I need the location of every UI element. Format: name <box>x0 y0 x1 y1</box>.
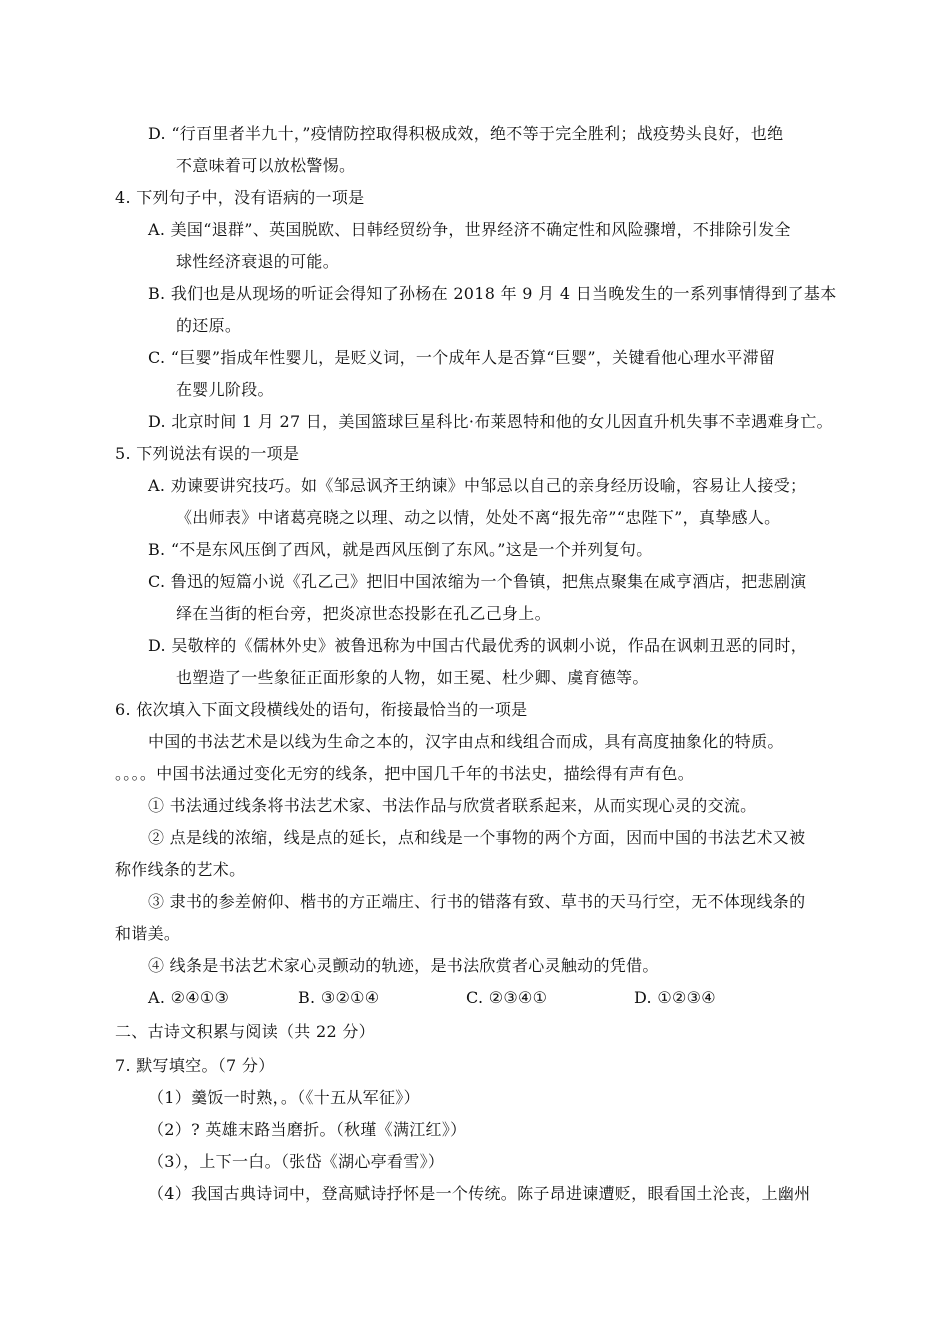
q6-choice-a: A. ②④①③ <box>148 988 230 1007</box>
q6-sentence-1: ① 书法通过线条将书法艺术家、书法作品与欣赏者联系起来，从而实现心灵的交流。 <box>148 796 757 815</box>
q6-stem: 6. 依次填入下面文段横线处的语句，衔接最恰当的一项是 <box>115 700 528 719</box>
q6-passage-line2: 。。。。中国书法通过变化无穷的线条，把中国几千年的书法史，描绘得有声有色。 <box>115 764 695 783</box>
q7-item-3: （3），上下一白。（张岱《湖心亭看雪》） <box>148 1152 445 1171</box>
q6-choices <box>148 988 716 1008</box>
q6-sentence-2-line1: ② 点是线的浓缩，线是点的延长，点和线是一个事物的两个方面，因而中国的书法艺术又被 <box>148 828 806 847</box>
q6-sentence-4: ④ 线条是书法艺术家心灵颤动的轨迹，是书法欣赏者心灵触动的凭借。 <box>148 956 659 975</box>
q6-choice-b: B. ③②①④ <box>298 988 380 1007</box>
q5-option-d-line2: 也塑造了一些象征正面形象的人物，如王冕、杜少卿、虞育德等。 <box>176 668 649 687</box>
q5-option-a-line2: 《出师表》中诸葛亮晓之以理、动之以情，处处不离“报先帝”“忠陛下”，真挚感人。 <box>176 508 781 527</box>
q6-passage-line1: 中国的书法艺术是以线为生命之本的，汉字由点和线组合而成，具有高度抽象化的特质。 <box>148 732 784 751</box>
q4-option-a-line2: 球性经济衰退的可能。 <box>176 252 340 271</box>
q4-option-b-line2: 的还原。 <box>176 316 242 335</box>
q7-item-2: （2）? 英雄末路当磨折。（秋瑾《满江红》） <box>148 1120 467 1139</box>
q6-choice-c: C. ②③④① <box>466 988 548 1007</box>
q4-option-d: D. 北京时间 1 月 27 日，美国篮球巨星科比·布莱恩特和他的女儿因直升机失事不幸遇难身亡。 <box>148 412 833 431</box>
q4-option-c-line2: 在婴儿阶段。 <box>176 380 274 399</box>
section-2-title: 二、古诗文积累与阅读（共 22 分） <box>115 1022 375 1041</box>
q4-option-c-line1: C. “巨婴”指成年性婴儿，是贬义词，一个成年人是否算“巨婴”，关键看他心理水平滞留 <box>148 348 776 367</box>
q5-option-b: B. “不是东风压倒了西风，就是西风压倒了东风。”这是一个并列复句。 <box>148 540 653 559</box>
q6-choice-d: D. ①②③④ <box>634 988 716 1007</box>
q6-sentence-3-line1: ③ 隶书的参差俯仰、楷书的方正端庄、行书的错落有致、草书的天马行空，无不体现线条的 <box>148 892 806 911</box>
q5-option-c-line2: 绎在当街的柜台旁，把炎凉世态投影在孔乙己身上。 <box>176 604 551 623</box>
q5-option-d-line1: D. 吴敬梓的《儒林外史》被鲁迅称为中国古代最优秀的讽刺小说，作品在讽刺丑恶的同时， <box>148 636 808 655</box>
q4-option-b-line1: B. 我们也是从现场的听证会得知了孙杨在 2018 年 9 月 4 日当晚发生的一系列事情得到了基本 <box>148 284 837 303</box>
q7-item-4: （4）我国古典诗词中，登高赋诗抒怀是一个传统。陈子昂进谏遭贬，眼看国土沦丧，上幽州 <box>148 1184 811 1203</box>
q4-stem: 4. 下列句子中，没有语病的一项是 <box>115 188 365 207</box>
q6-sentence-3-line2: 和谐美。 <box>115 924 181 943</box>
q7-item-1: （1）羹饭一时熟，。（《十五从军征》） <box>148 1088 420 1107</box>
q3-option-d-line2: 不意味着可以放松警惕。 <box>176 156 356 175</box>
q5-option-c-line1: C. 鲁迅的短篇小说《孔乙己》把旧中国浓缩为一个鲁镇，把焦点聚集在咸亨酒店，把悲剧演 <box>148 572 807 591</box>
q5-stem: 5. 下列说法有误的一项是 <box>115 444 300 463</box>
q6-sentence-2-line2: 称作线条的艺术。 <box>115 860 246 879</box>
q3-option-d-line1: D. “行百里者半九十，”疫情防控取得积极成效，绝不等于完全胜利；战疫势头良好，也绝 <box>148 124 784 143</box>
q7-stem: 7. 默写填空。（7 分） <box>115 1056 275 1075</box>
q4-option-a-line1: A. 美国“退群”、英国脱欧、日韩经贸纷争，世界经济不确定性和风险骤增，不排除引发全 <box>148 220 791 239</box>
q5-option-a-line1: A. 劝谏要讲究技巧。如《邹忌讽齐王纳谏》中邹忌以自己的亲身经历设喻，容易让人接受； <box>148 476 807 495</box>
